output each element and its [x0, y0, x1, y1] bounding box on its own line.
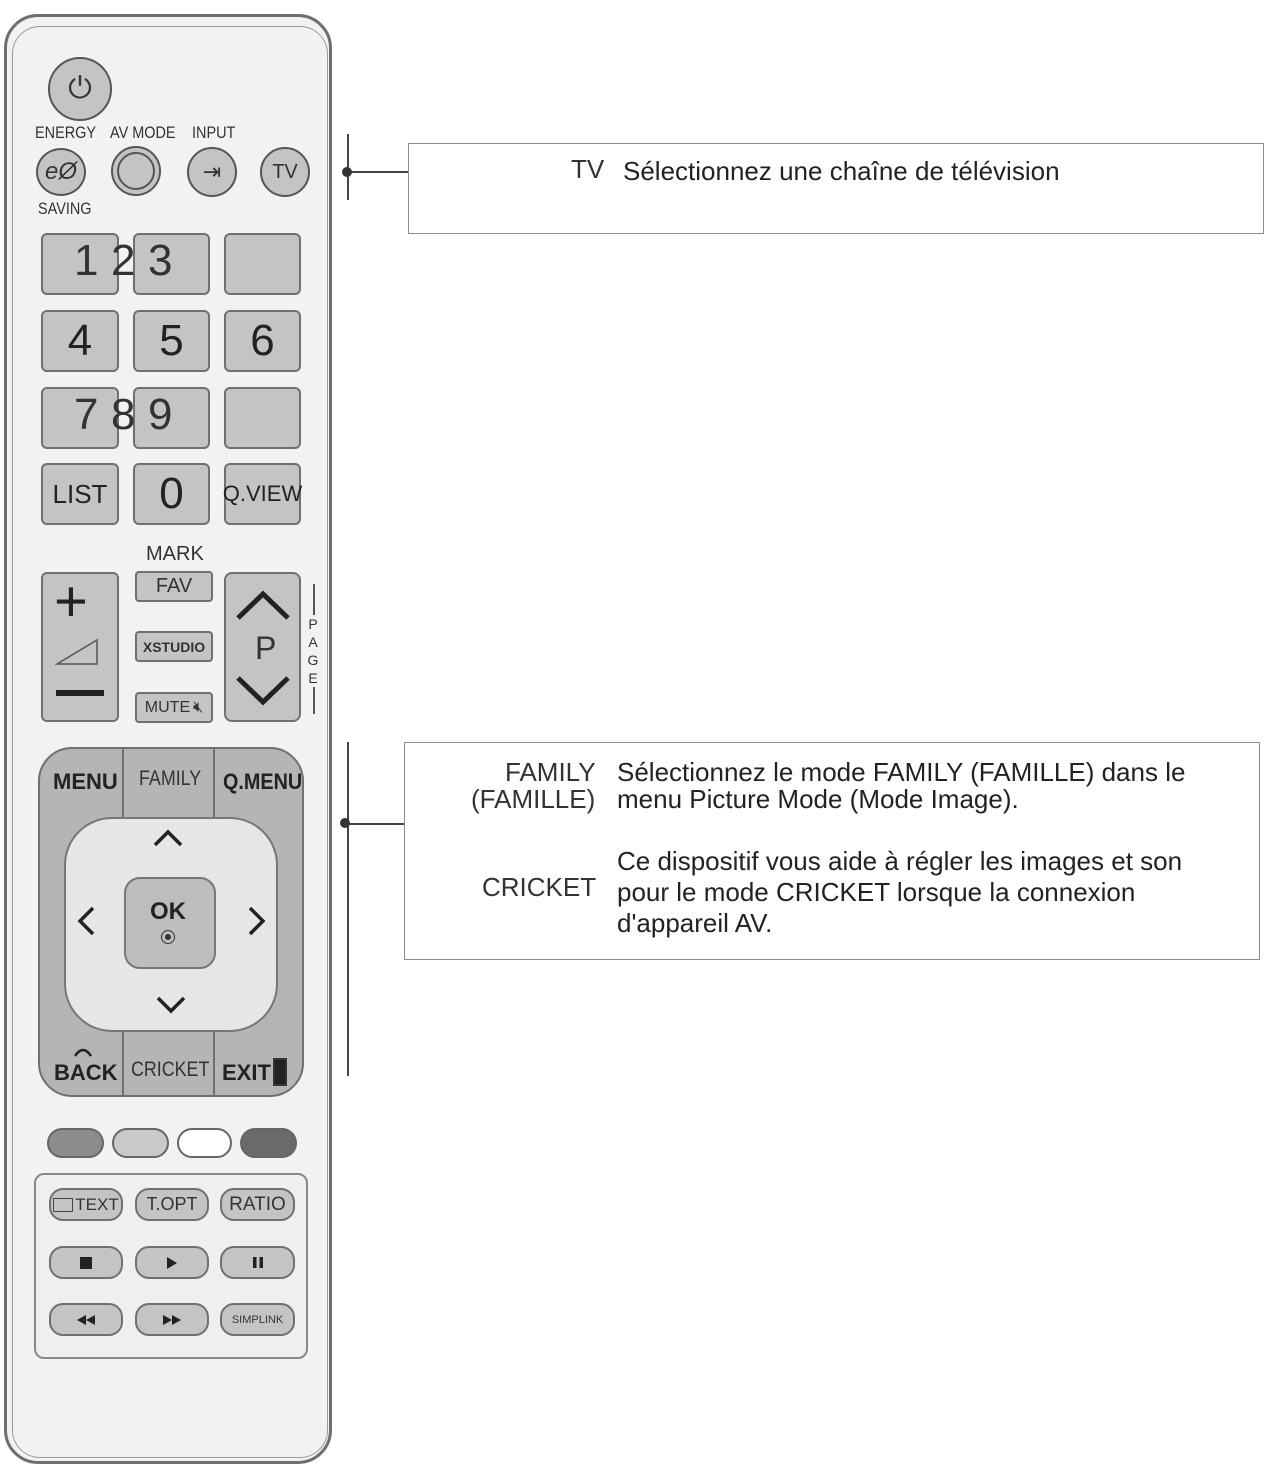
power-icon: ⏻	[68, 72, 92, 105]
rewind-button[interactable]	[49, 1303, 123, 1336]
simplink-button[interactable]	[220, 1303, 295, 1336]
q-view-button[interactable]	[224, 463, 301, 525]
t-opt-button[interactable]	[135, 1188, 209, 1221]
rewind-icon	[76, 1314, 96, 1326]
key-4-button[interactable]	[41, 310, 119, 372]
stop-button[interactable]	[49, 1246, 123, 1279]
av-mode-button[interactable]	[111, 146, 161, 196]
text-label: TEXT	[75, 1194, 119, 1214]
xstudio-button[interactable]	[135, 631, 213, 662]
page-letter-p: P	[308, 616, 318, 632]
input-icon: ⇥	[202, 159, 222, 184]
mute-button[interactable]	[135, 692, 213, 723]
key-0-button[interactable]	[133, 463, 210, 525]
list-label: LIST	[52, 478, 108, 509]
menu-button[interactable]: MENU	[53, 769, 118, 794]
digit-2: 2	[111, 236, 136, 285]
blue-key[interactable]	[240, 1128, 297, 1158]
green-key[interactable]	[112, 1128, 169, 1158]
mute-label: MUTE	[144, 698, 191, 716]
page-letter-e: E	[308, 670, 318, 686]
cricket-button[interactable]: CRICKET	[131, 1058, 210, 1081]
pause-button[interactable]	[220, 1246, 295, 1279]
nav-divider-bot-1	[122, 1032, 124, 1095]
family-leader-line	[347, 823, 405, 825]
input-label: INPUT	[192, 123, 236, 142]
digit-3: 3	[148, 236, 173, 285]
page-letter-g: G	[307, 652, 319, 668]
stop-icon	[80, 1257, 92, 1269]
mute-icon: 🔇︎	[193, 698, 204, 716]
nav-divider-top-1	[122, 749, 124, 817]
text-button[interactable]	[49, 1188, 123, 1221]
blank-key-bottom[interactable]	[224, 387, 301, 449]
volume-ramp-icon	[55, 638, 99, 666]
av-mode-ring-icon	[117, 152, 155, 190]
ok-label: OK	[150, 898, 186, 925]
xstudio-label: XSTUDIO	[142, 638, 206, 655]
energy-saving-button[interactable]	[36, 148, 86, 196]
volume-up-icon: +	[54, 569, 88, 634]
family-key-line1: FAMILY	[505, 757, 596, 787]
digit-4: 4	[67, 316, 93, 365]
ratio-label: RATIO	[229, 1193, 286, 1215]
digit-6: 6	[250, 316, 275, 365]
back-button[interactable]: BACK	[54, 1060, 118, 1085]
digit-9: 9	[148, 390, 173, 439]
saving-label: SAVING	[38, 199, 92, 218]
digit-7: 7	[74, 390, 99, 439]
cricket-desc-line2: pour le mode CRICKET lorsque la connexion	[617, 877, 1136, 907]
simplink-label: SIMPLINK	[231, 1313, 284, 1326]
program-down-icon	[234, 674, 292, 708]
play-button[interactable]	[135, 1246, 209, 1279]
up-arrow-icon[interactable]	[152, 828, 184, 848]
ratio-button[interactable]	[220, 1188, 295, 1221]
back-curve-icon	[72, 1044, 94, 1058]
family-desc-line2: menu Picture Mode (Mode Image).	[617, 784, 1019, 814]
family-button[interactable]: FAMILY	[139, 767, 202, 790]
power-button[interactable]	[48, 57, 112, 121]
digit-1: 1	[74, 236, 99, 285]
tv-leader-line	[347, 171, 409, 173]
program-up-icon	[234, 588, 292, 622]
ok-dot-icon	[161, 930, 175, 944]
input-button[interactable]	[187, 147, 237, 197]
tv-leader-dot	[342, 167, 352, 177]
nav-divider-bot-2	[213, 1032, 215, 1095]
tv-button-label: TV	[272, 160, 298, 183]
t-opt-label: T.OPT	[146, 1194, 198, 1214]
q-menu-button[interactable]: Q.MENU	[223, 769, 303, 794]
family-desc-line1: Sélectionnez le mode FAMILY (FAMILLE) dans le	[617, 757, 1186, 787]
fast-forward-button[interactable]	[135, 1303, 209, 1336]
exit-button[interactable]: EXIT	[222, 1060, 271, 1085]
mark-label: MARK	[146, 543, 204, 565]
tv-callout-desc: Sélectionnez une chaîne de télévision	[623, 156, 1060, 186]
cricket-desc-line3: d'appareil AV.	[617, 908, 773, 938]
page-label	[306, 615, 320, 687]
right-arrow-icon[interactable]	[247, 905, 267, 937]
fav-button[interactable]	[135, 571, 213, 602]
tv-button[interactable]	[260, 147, 310, 197]
digit-5: 5	[159, 316, 184, 365]
nav-divider-top-2	[213, 749, 215, 817]
fav-label: FAV	[155, 575, 193, 597]
cricket-key: CRICKET	[482, 872, 597, 902]
energy-label: ENERGY	[35, 123, 97, 142]
tv-callout-key: TV	[571, 154, 605, 184]
fast-forward-icon	[162, 1314, 182, 1326]
digit-8: 8	[111, 390, 136, 439]
pause-icon	[252, 1256, 264, 1269]
play-icon	[166, 1256, 178, 1270]
yellow-key[interactable]	[177, 1128, 232, 1158]
cricket-desc-line1: Ce dispositif vous aide à régler les images et son	[617, 846, 1183, 876]
program-p-label: P	[255, 630, 277, 666]
text-icon	[53, 1198, 73, 1212]
digit-0: 0	[159, 469, 184, 518]
key-6-button[interactable]	[224, 310, 301, 372]
red-key[interactable]	[47, 1128, 104, 1158]
volume-down-icon	[56, 690, 104, 696]
blank-key-top[interactable]	[224, 233, 301, 295]
exit-door-icon	[273, 1058, 287, 1086]
left-arrow-icon[interactable]	[76, 905, 96, 937]
av-mode-label: AV MODE	[110, 123, 176, 142]
page-letter-a: A	[308, 634, 318, 650]
family-leader-dot	[340, 818, 350, 828]
down-arrow-icon[interactable]	[155, 995, 187, 1015]
energy-saving-icon: eØ	[44, 158, 77, 185]
list-button[interactable]	[41, 463, 119, 525]
key-5-button[interactable]	[133, 310, 210, 372]
family-bracket-line	[347, 742, 349, 1076]
q-view-label: Q.VIEW	[222, 481, 303, 506]
family-key-line2: (FAMILLE)	[471, 784, 596, 814]
